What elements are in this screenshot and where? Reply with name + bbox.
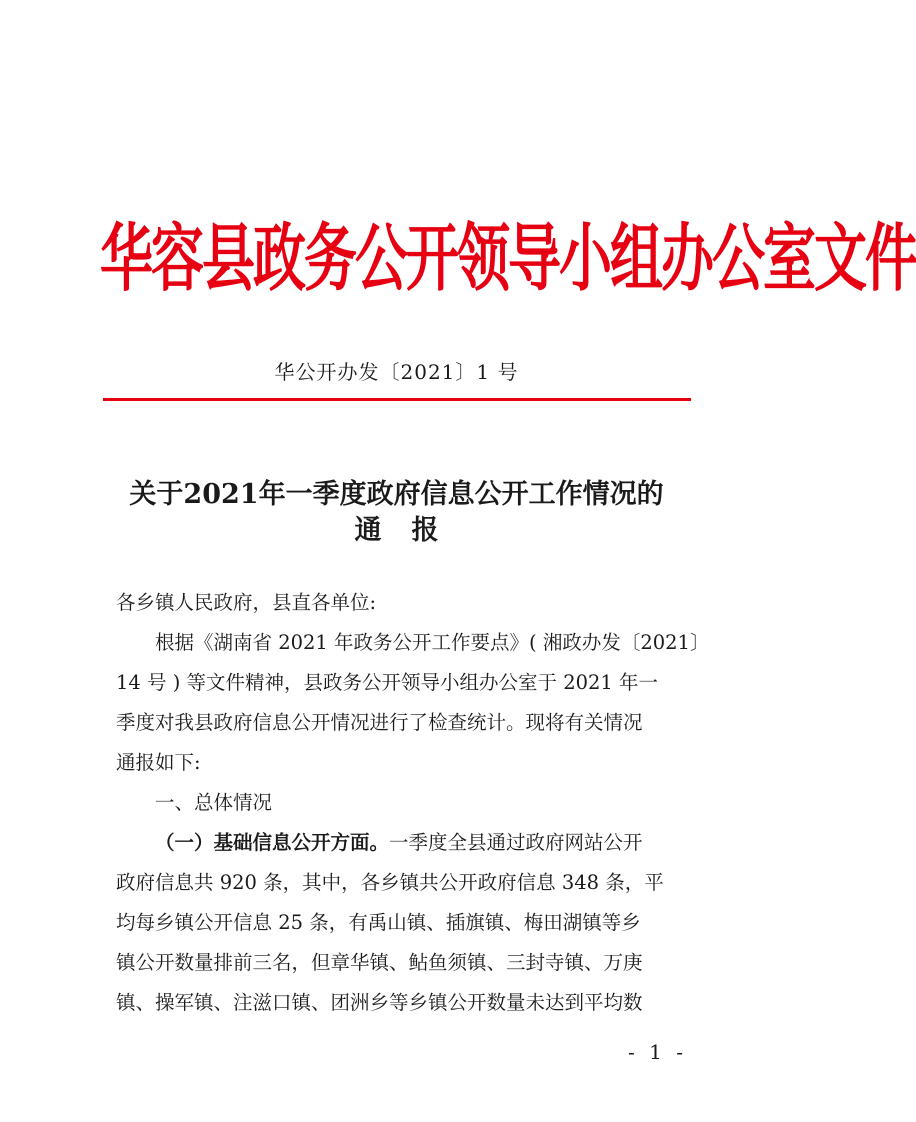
paragraph-line: 通报如下: [116,751,201,774]
paragraph-line: 根据《湖南省 2021 年政务公开工作要点》( 湘政办发〔2021〕 [155,631,710,654]
subsection-lead: （一）基础信息公开方面。 [155,831,390,854]
issuing-authority-header: 华容县政务公开领导小组办公室文件 [100,217,916,302]
document-title-line-1: 关于2021年一季度政府信息公开工作情况的 [129,479,664,510]
paragraph-line: 均每乡镇公开信息 25 条，有禹山镇、插旗镇、梅田湖镇等乡 [116,911,641,934]
paragraph-line: 镇、操军镇、注滋口镇、团洲乡等乡镇公开数量未达到平均数 [116,991,643,1014]
page-number: - 1 - [628,1040,687,1064]
paragraph-line: 镇公开数量排前三名，但章华镇、鲇鱼须镇、三封寺镇、万庚 [116,951,643,974]
paragraph-text: 一季度全县通过政府网站公开 [389,831,643,854]
section-heading: 一、总体情况 [155,791,273,814]
paragraph-line: 14 号 ) 等文件精神，县政务公开领导小组办公室于 2021 年一 [116,671,659,694]
paragraph-line: 季度对我县政府信息公开情况进行了检查统计。现将有关情况 [116,711,643,734]
document-body [116,583,710,1023]
paragraph-line [116,823,688,863]
salutation: 各乡镇人民政府，县直各单位: [116,591,377,614]
document-title-line-2: 通报 [354,515,469,546]
red-separator-rule [103,398,691,401]
document-number: 华公开办发〔2021〕1 号 [274,360,519,384]
paragraph-line: 政府信息共 920 条，其中，各乡镇共公开政府信息 348 条，平 [116,871,664,894]
